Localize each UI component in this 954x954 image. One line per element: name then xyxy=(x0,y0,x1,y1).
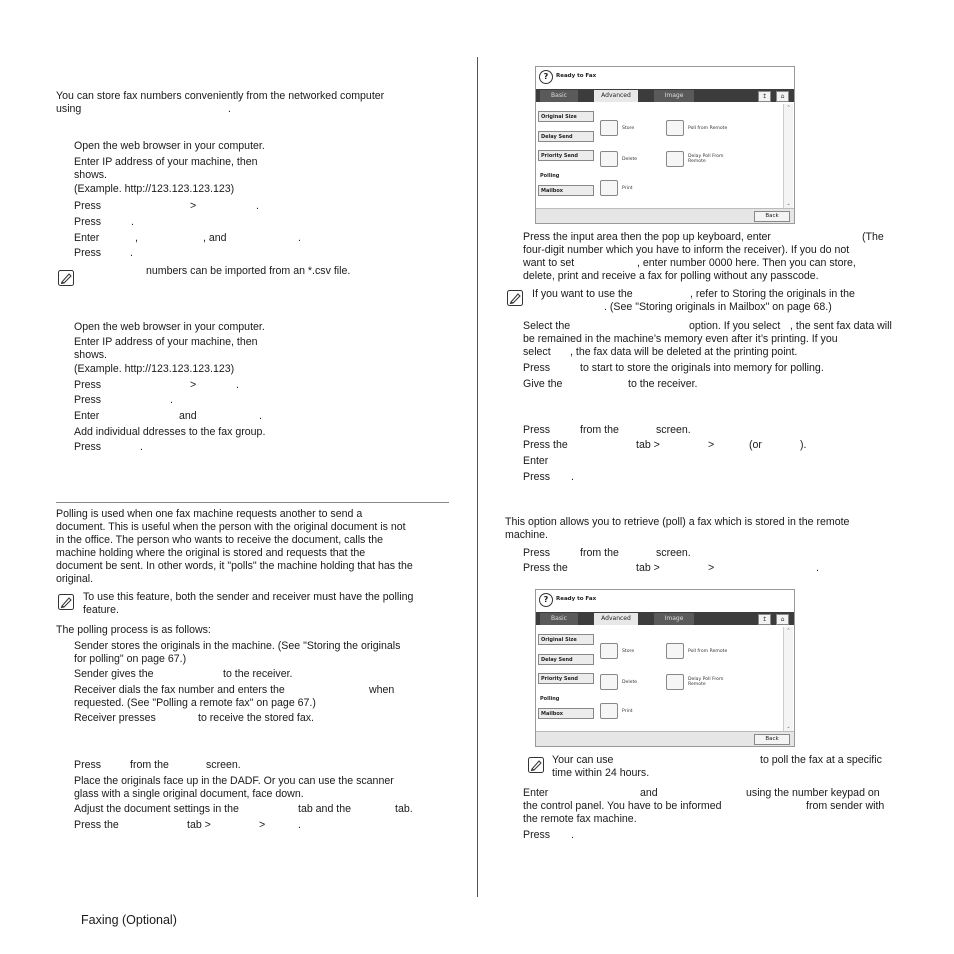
poll-remote-label: Poll from Remote xyxy=(688,649,728,654)
para2-1b: option. If you select xyxy=(689,320,781,332)
side-mailbox[interactable]: Mailbox xyxy=(538,185,594,196)
step-a4-dot: . xyxy=(131,216,134,228)
process-4b: to receive the stored fax. xyxy=(198,712,315,724)
poll-remote-checkbox[interactable] xyxy=(666,643,684,659)
process-4: Receiver presses xyxy=(74,712,156,724)
side-priority-send[interactable]: Priority Send xyxy=(538,673,594,684)
step-c1: Press xyxy=(74,759,102,771)
process-2: Sender gives the xyxy=(74,668,154,680)
screen-footer xyxy=(536,208,794,223)
step-c4: Press the xyxy=(74,819,119,831)
step-a4: Press xyxy=(74,216,102,228)
note-b-2: feature. xyxy=(83,604,119,616)
para1-2: four-digit number which you have to inform the receiver). If you do not xyxy=(523,244,850,256)
polling-intro-5: document be sent. In other words, it "polls" the machine holding that has the xyxy=(56,560,413,572)
para2-4b: to start to store the originals into memory for polling. xyxy=(580,362,824,374)
home-icon[interactable]: ⌂ xyxy=(776,91,789,102)
remote-intro-2: machine. xyxy=(505,529,548,541)
note-c-1: If you want to use the xyxy=(532,288,633,300)
delay-poll-checkbox[interactable] xyxy=(666,151,684,167)
step-a2c: (Example. http://123.123.123.123) xyxy=(74,183,235,195)
step-b3-sep: > xyxy=(190,379,197,391)
step-b7-dot: . xyxy=(140,441,143,453)
para3-2: the control panel. You have to be informed xyxy=(523,800,722,812)
screen-options-pane xyxy=(596,104,783,209)
step-c3: Adjust the document settings in the xyxy=(74,803,239,815)
intro-dot: . xyxy=(228,103,231,115)
screen-title: Ready to Fax xyxy=(556,596,597,602)
step-c4d: . xyxy=(298,819,301,831)
tab-basic[interactable]: Basic xyxy=(540,90,578,102)
store-checkbox[interactable] xyxy=(600,643,618,659)
delete-label: Delete xyxy=(622,680,638,685)
step-a6: Press xyxy=(74,247,102,259)
para2-1: Select the xyxy=(523,320,571,332)
step-a5-and: , and xyxy=(203,232,227,244)
fax-screen-2 xyxy=(535,589,795,747)
step-b3: Press xyxy=(74,379,102,391)
step-c3b: tab and the xyxy=(298,803,352,815)
para3-1b: and xyxy=(640,787,658,799)
screen-title: Ready to Fax xyxy=(556,73,597,79)
step-b3-dot: . xyxy=(236,379,239,391)
step-a3: Press xyxy=(74,200,102,212)
process-3b: when xyxy=(369,684,395,696)
delete-checkbox[interactable] xyxy=(600,674,618,690)
tab-advanced[interactable]: Advanced xyxy=(594,90,638,102)
step-d3: Enter xyxy=(523,455,549,467)
print-checkbox[interactable] xyxy=(600,703,618,719)
print-label: Print xyxy=(622,186,633,191)
delay-poll-label-1: Delay Poll From xyxy=(688,677,724,682)
section-rule xyxy=(56,502,449,503)
para2-1c: , the sent fax data will xyxy=(790,320,892,332)
job-status-icon[interactable]: ↥ xyxy=(758,91,771,102)
polling-intro-6: original. xyxy=(56,573,94,585)
step-d1b: from the xyxy=(580,424,619,436)
scroll-up-icon[interactable]: ⌃ xyxy=(786,628,791,634)
step-d4b: . xyxy=(571,471,574,483)
para1-1b: (The xyxy=(862,231,884,243)
tab-image[interactable]: Image xyxy=(654,613,694,625)
para1-3: want to set xyxy=(523,257,575,269)
step-d2b: tab > xyxy=(636,439,660,451)
screen-options-pane xyxy=(596,627,783,732)
step-e2c: > xyxy=(708,562,715,574)
store-checkbox[interactable] xyxy=(600,120,618,136)
step-c4c: > xyxy=(259,819,266,831)
delay-poll-label-1: Delay Poll From xyxy=(688,154,724,159)
delete-checkbox[interactable] xyxy=(600,151,618,167)
poll-remote-label: Poll from Remote xyxy=(688,126,728,131)
screen-titlebar xyxy=(536,590,794,612)
step-c1c: screen. xyxy=(206,759,241,771)
job-status-icon[interactable]: ↥ xyxy=(758,614,771,625)
step-b2c: (Example. http://123.123.123.123) xyxy=(74,363,235,375)
fax-screen-1 xyxy=(535,66,795,224)
para3-3: the remote fax machine. xyxy=(523,813,637,825)
step-b4: Press xyxy=(74,394,102,406)
step-c2b: glass with a single original document, face down. xyxy=(74,788,304,800)
note-c-1b: , refer to Storing the originals in the xyxy=(690,288,855,300)
para1-4: delete, print and receive a fax for polling without any passcode. xyxy=(523,270,819,282)
help-icon[interactable]: ? xyxy=(539,70,553,84)
step-e2d: . xyxy=(816,562,819,574)
process-1: Sender stores the originals in the machine. (See "Storing the originals xyxy=(74,640,401,652)
side-polling[interactable]: Polling xyxy=(540,173,560,179)
polling-intro-2: document. This is useful when the person with the original document is not xyxy=(56,521,406,533)
step-a6-dot: . xyxy=(130,247,133,259)
step-a1: Open the web browser in your computer. xyxy=(74,140,265,152)
intro-line-1: You can store fax numbers conveniently from the networked computer xyxy=(56,90,385,102)
note-icon xyxy=(507,290,523,306)
step-d1c: screen. xyxy=(656,424,691,436)
step-e1c: screen. xyxy=(656,547,691,559)
para3-1c: using the number keypad on xyxy=(746,787,880,799)
note-d-2: time within 24 hours. xyxy=(552,767,650,779)
side-mailbox[interactable]: Mailbox xyxy=(538,708,594,719)
process-title: The polling process is as follows: xyxy=(56,624,211,636)
column-divider xyxy=(477,57,478,897)
step-b5-and: and xyxy=(179,410,197,422)
side-priority-send[interactable]: Priority Send xyxy=(538,150,594,161)
note-d-1: Your can use xyxy=(552,754,614,766)
back-button[interactable]: Back xyxy=(754,211,790,222)
footer-section-title: Faxing (Optional) xyxy=(81,913,177,927)
side-delay-send[interactable]: Delay Send xyxy=(538,131,594,142)
step-c1b: from the xyxy=(130,759,169,771)
tab-advanced[interactable]: Advanced xyxy=(594,613,638,625)
step-b1: Open the web browser in your computer. xyxy=(74,321,265,333)
process-1b: for polling" on page 67.) xyxy=(74,653,187,665)
step-b5-dot: . xyxy=(259,410,262,422)
delay-poll-checkbox[interactable] xyxy=(666,674,684,690)
step-a3-sep: > xyxy=(190,200,197,212)
para3-1: Enter xyxy=(523,787,549,799)
step-e1: Press xyxy=(523,547,551,559)
para3-4: Press xyxy=(523,829,551,841)
step-b5: Enter xyxy=(74,410,100,422)
step-b7: Press xyxy=(74,441,102,453)
tab-basic[interactable]: Basic xyxy=(540,613,578,625)
note-d-1b: to poll the fax at a specific xyxy=(760,754,882,766)
step-d2e: ). xyxy=(800,439,807,451)
para3-4b: . xyxy=(571,829,574,841)
poll-remote-checkbox[interactable] xyxy=(666,120,684,136)
step-c2: Place the originals face up in the DADF. Or you can use the scanner xyxy=(74,775,394,787)
step-d2d: (or xyxy=(749,439,762,451)
screen-scrollbar[interactable] xyxy=(783,627,793,732)
step-a2b: shows. xyxy=(74,169,107,181)
polling-intro-3: in the office. The person who wants to receive the document, calls the xyxy=(56,534,384,546)
para2-5b: to the receiver. xyxy=(628,378,698,390)
step-b2: Enter IP address of your machine, then xyxy=(74,336,258,348)
para2-5: Give the xyxy=(523,378,563,390)
scroll-up-icon[interactable]: ⌃ xyxy=(786,105,791,111)
note-icon xyxy=(58,594,74,610)
tab-image[interactable]: Image xyxy=(654,90,694,102)
step-a5-dot: . xyxy=(298,232,301,244)
note-icon xyxy=(528,757,544,773)
screen-tabs xyxy=(536,612,794,625)
remote-intro-1: This option allows you to retrieve (poll) a fax which is stored in the remote xyxy=(505,516,850,528)
polling-intro-4: machine holding where the original is stored and requests that the xyxy=(56,547,366,559)
delay-poll-label-2: Remote xyxy=(688,682,706,687)
intro-line-2: using xyxy=(56,103,82,115)
back-button[interactable]: Back xyxy=(754,734,790,745)
step-a5: Enter xyxy=(74,232,100,244)
delay-poll-label-2: Remote xyxy=(688,159,706,164)
scroll-down-icon[interactable]: ⌄ xyxy=(786,724,791,730)
delete-label: Delete xyxy=(622,157,638,162)
step-e1b: from the xyxy=(580,547,619,559)
step-e2: Press the xyxy=(523,562,568,574)
para2-4: Press xyxy=(523,362,551,374)
note-icon xyxy=(58,270,74,286)
para2-3b: , the fax data will be deleted at the printing point. xyxy=(570,346,798,358)
step-d1: Press xyxy=(523,424,551,436)
note-b-1: To use this feature, both the sender and receiver must have the polling xyxy=(83,591,414,603)
screen-tabs xyxy=(536,89,794,102)
step-e2b: tab > xyxy=(636,562,660,574)
side-polling[interactable]: Polling xyxy=(540,696,560,702)
step-a2: Enter IP address of your machine, then xyxy=(74,156,258,168)
polling-intro-1: Polling is used when one fax machine requests another to send a xyxy=(56,508,363,520)
step-d4: Press xyxy=(523,471,551,483)
store-label: Store xyxy=(622,649,635,654)
home-icon[interactable]: ⌂ xyxy=(776,614,789,625)
side-original-size[interactable]: Original Size xyxy=(538,634,594,645)
step-b4-dot: . xyxy=(170,394,173,406)
para2-2: be remained in the machine’s memory even after it’s printing. If you xyxy=(523,333,838,345)
screen-titlebar xyxy=(536,67,794,89)
step-d2: Press the xyxy=(523,439,568,451)
store-label: Store xyxy=(622,126,635,131)
process-2b: to the receiver. xyxy=(223,668,293,680)
para1-3b: , enter number 0000 here. Then you can store, xyxy=(637,257,856,269)
process-3c: requested. (See "Polling a remote fax" on page 67.) xyxy=(74,697,316,709)
step-a5-comma: , xyxy=(135,232,138,244)
screen-footer xyxy=(536,731,794,746)
step-c3c: tab. xyxy=(395,803,413,815)
help-icon[interactable]: ? xyxy=(539,593,553,607)
para1-1: Press the input area then the pop up keyboard, enter xyxy=(523,231,771,243)
process-3: Receiver dials the fax number and enters the xyxy=(74,684,285,696)
note-c-2: . (See "Storing originals in Mailbox" on page 68.) xyxy=(604,301,832,313)
side-original-size[interactable]: Original Size xyxy=(538,111,594,122)
print-label: Print xyxy=(622,709,633,714)
screen-scrollbar[interactable] xyxy=(783,104,793,209)
step-a3-dot: . xyxy=(256,200,259,212)
side-delay-send[interactable]: Delay Send xyxy=(538,654,594,665)
print-checkbox[interactable] xyxy=(600,180,618,196)
para3-2b: from sender with xyxy=(806,800,885,812)
step-c4b: tab > xyxy=(187,819,211,831)
step-b2b: shows. xyxy=(74,349,107,361)
scroll-down-icon[interactable]: ⌄ xyxy=(786,201,791,207)
step-b6: Add individual ddresses to the fax group. xyxy=(74,426,266,438)
note-a: numbers can be imported from an *.csv file. xyxy=(146,265,351,277)
step-d2c: > xyxy=(708,439,715,451)
para2-3: select xyxy=(523,346,551,358)
